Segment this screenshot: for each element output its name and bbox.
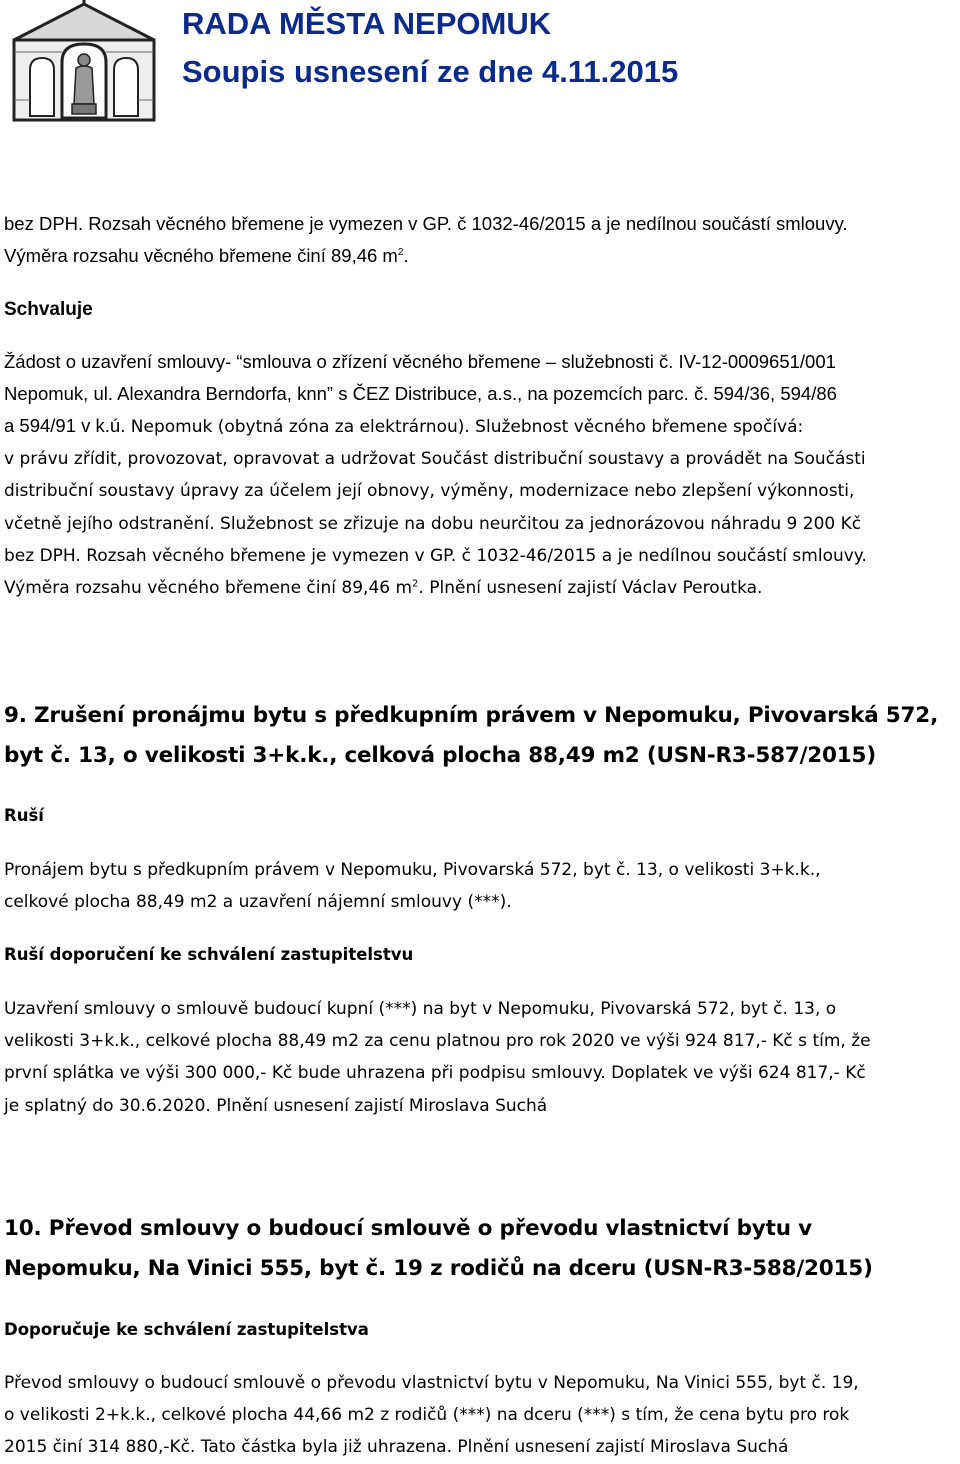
heading-line: byt č. 13, o velikosti 3+k.k., celková plocha 88,49 m2 (USN-R3-587/2015) [4, 743, 876, 768]
paragraph-line: bez DPH. Rozsah věcného břemene je vymezen v GP. č 1032-46/2015 a je nedílnou součástí smlouvy. [4, 545, 867, 566]
paragraph-line: včetně jejího odstranění. Služebnost se zřizuje na dobu neurčitou za jednorázovou náhradu 9 200 Kč [4, 513, 862, 534]
continuation-line: bez DPH. Rozsah věcného břemene je vymezen v GP. č 1032-46/2015 a je nedílnou součástí smlouvy. [4, 213, 848, 234]
continuation-line: Výměra rozsahu věcného břemene činí 89,46 $m^2$. [4, 245, 409, 266]
paragraph-line: 2015 činí 314 880,-Kč. Tato částka byla již uhrazena. Plnění usnesení zajistí Miroslava Suchá [4, 1437, 789, 1458]
paragraph-line: distribuční soustavy úpravy za účelem její obnovy, výměny, modernizace nebo zlepšení výkonnosti, [4, 481, 855, 502]
item9-paragraph-1 [4, 854, 958, 918]
paragraph-line: o velikosti 2+k.k., celkové plocha 44,66 m2 z rodičů (***) na dceru (***) s tím, že cena bytu pro rok [4, 1405, 850, 1426]
paragraph-line: a 594/91 v k.ú. Nepomuk (obytná zóna za elektrárnou). Služebnost věcného břemene spočívá: [4, 415, 804, 437]
paragraph-line: Převod smlouvy o budoucí smlouvě o převodu vlastnictví bytu v Nepomuku, Na Vinici 555, byt č. 19, [4, 1373, 859, 1393]
continuation-paragraph [4, 208, 958, 272]
paragraph-line: Žádost o uzavření smlouvy- “smlouva o zřízení věcného břemene – služebnosti č. IV-12-0009651/001 [4, 351, 836, 372]
superscript: 2 [397, 246, 404, 258]
item8-paragraph-head [4, 346, 958, 410]
paragraph-line: v právu zřídit, provozovat, opravovat a udržovat Součást distribuční soustavy a provádět na Součásti [4, 449, 866, 470]
paragraph-line: Nepomuk, ul. Alexandra Berndorfa, knn” s ČEZ Distribuce, a.s., na pozemcích parc. č. 594/36, 594/86 [4, 383, 837, 404]
council-title: RADA MĚSTA NEPOMUK [182, 6, 552, 41]
paragraph-line: Pronájem bytu s předkupním právem v Nepomuku, Pivovarská 572, byt č. 13, o velikosti 3+k.k., [4, 860, 821, 880]
document-header [0, 0, 960, 130]
paragraph-line: je splatný do 30.6.2020. Plnění usnesení zajistí Miroslava Suchá [4, 1095, 548, 1116]
paragraph-line: Uzavření smlouvy o smlouvě budoucí kupní (***) na byt v Nepomuku, Pivovarská 572, byt č. 13, o [4, 999, 837, 1019]
item10-heading [4, 1209, 960, 1289]
resolution-label-rusi: Ruší [4, 806, 44, 825]
resolution-label-doporucuje: Doporučuje ke schválení zastupitelstva [4, 1320, 369, 1339]
paragraph-line: velikosti 3+k.k., celkové plocha 88,49 m2 za cenu platnou pro rok 2020 ve výši 924 817,- Kč s tím, že [4, 1031, 871, 1052]
paragraph-line: první splátka ve výši 300 000,- Kč bude uhrazena při podpisu smlouvy. Doplatek ve výši 624 817,- Kč [4, 1063, 866, 1084]
town-emblem-logo [0, 0, 168, 128]
heading-line: Nepomuku, Na Vinici 555, byt č. 19 z rodičů na dceru (USN-R3-588/2015) [4, 1256, 873, 1281]
heading-line: 9. Zrušení pronájmu bytu s předkupním právem v Nepomuku, Pivovarská 572, [4, 703, 939, 728]
resolution-label-schvaluje: Schvaluje [4, 299, 93, 320]
item10-paragraph [4, 1367, 958, 1464]
resolution-label-rusi-doporuceni: Ruší doporučení ke schválení zastupitelstvu [4, 945, 414, 964]
item9-heading [4, 696, 960, 776]
paragraph-line: Výměra rozsahu věcného břemene činí 89,46 $m^2$. Plnění usnesení zajistí Václav Peroutka. [4, 578, 763, 599]
paragraph-line: celkové plocha 88,49 m2 a uzavření nájemní smlouvy (***). [4, 892, 512, 913]
document-subtitle: Soupis usnesení ze dne 4.11.2015 [182, 54, 679, 89]
superscript: 2 [412, 578, 419, 590]
item9-paragraph-2 [4, 993, 958, 1122]
item8-paragraph-body [4, 410, 958, 604]
heading-line: 10. Převod smlouvy o budoucí smlouvě o převodu vlastnictví bytu v [4, 1216, 812, 1241]
